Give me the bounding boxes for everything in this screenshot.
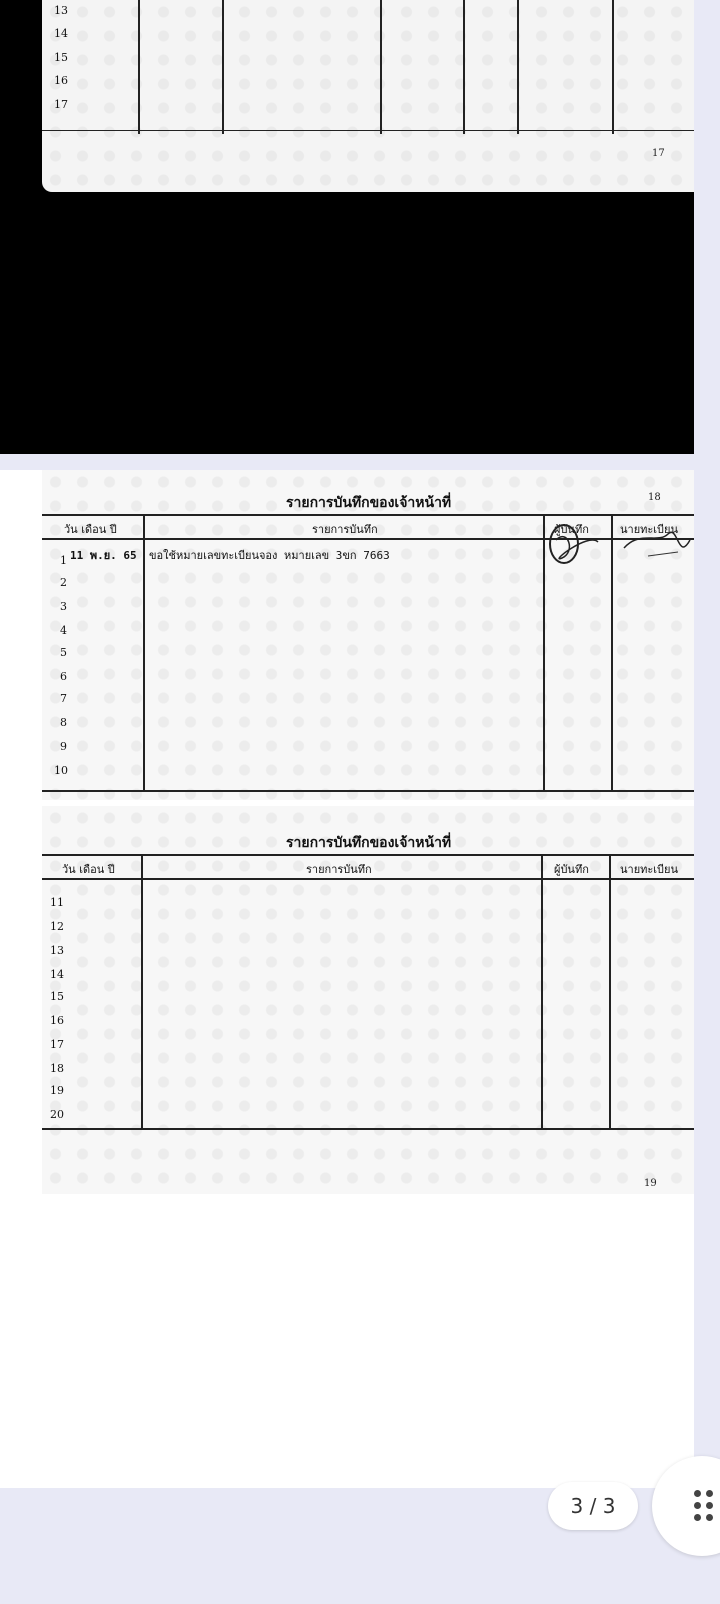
row-number: 16 — [54, 74, 68, 87]
page-number: 18 — [648, 492, 661, 503]
row-number: 14 — [50, 968, 64, 981]
page-number: 19 — [644, 1178, 657, 1189]
row-number: 16 — [50, 1014, 64, 1027]
column-header-record: รายการบันทึก — [306, 863, 372, 876]
column-header-recorder: ผู้บันทึก — [554, 863, 589, 876]
row-number: 19 — [50, 1084, 64, 1097]
document-page-3 — [0, 470, 694, 1488]
table-title: รายการบันทึกของเจ้าหน้าที่ — [286, 835, 452, 851]
row-number: 6 — [60, 670, 67, 683]
column-header-recorder: ผู้บันทึก — [554, 523, 589, 536]
row-number: 9 — [60, 740, 67, 753]
page-indicator — [548, 1482, 638, 1530]
page-indicator-label: 3 / 3 — [570, 1494, 616, 1518]
row-number: 5 — [60, 646, 67, 659]
row-number: 15 — [50, 990, 64, 1003]
row-number: 15 — [54, 51, 68, 64]
official-stamp-signature — [528, 522, 694, 572]
row-number: 13 — [50, 944, 64, 957]
entry-date: 11 พ.ย. 65 — [70, 549, 137, 562]
row-number: 13 — [54, 4, 68, 17]
column-header-date: วัน เดือน ปี — [62, 863, 115, 876]
row-number: 10 — [54, 764, 68, 777]
row-number: 11 — [50, 896, 64, 909]
row-number: 3 — [60, 600, 67, 613]
document-page-2 — [0, 0, 694, 454]
page-number: 17 — [652, 148, 665, 159]
row-number: 8 — [60, 716, 67, 729]
row-number: 20 — [50, 1108, 64, 1121]
row-number: 2 — [60, 576, 67, 589]
entry-text: ขอใช้หมายเลขทะเบียนจอง หมายเลข 3ขก 7663 — [149, 549, 390, 562]
row-number: 14 — [54, 27, 68, 40]
row-number: 7 — [60, 692, 67, 705]
row-number: 4 — [60, 624, 67, 637]
row-number: 17 — [50, 1038, 64, 1051]
row-number: 18 — [50, 1062, 64, 1075]
column-header-date: วัน เดือน ปี — [64, 523, 117, 536]
row-number: 1 — [60, 554, 67, 567]
column-header-record: รายการบันทึก — [312, 523, 378, 536]
column-header-registrar: นายทะเบียน — [620, 523, 679, 536]
registration-sheet-top — [42, 0, 694, 192]
row-number: 12 — [50, 920, 64, 933]
table-title: รายการบันทึกของเจ้าหน้าที่ — [286, 495, 452, 511]
column-header-registrar: นายทะเบียน — [620, 863, 679, 876]
row-number: 17 — [54, 98, 68, 111]
